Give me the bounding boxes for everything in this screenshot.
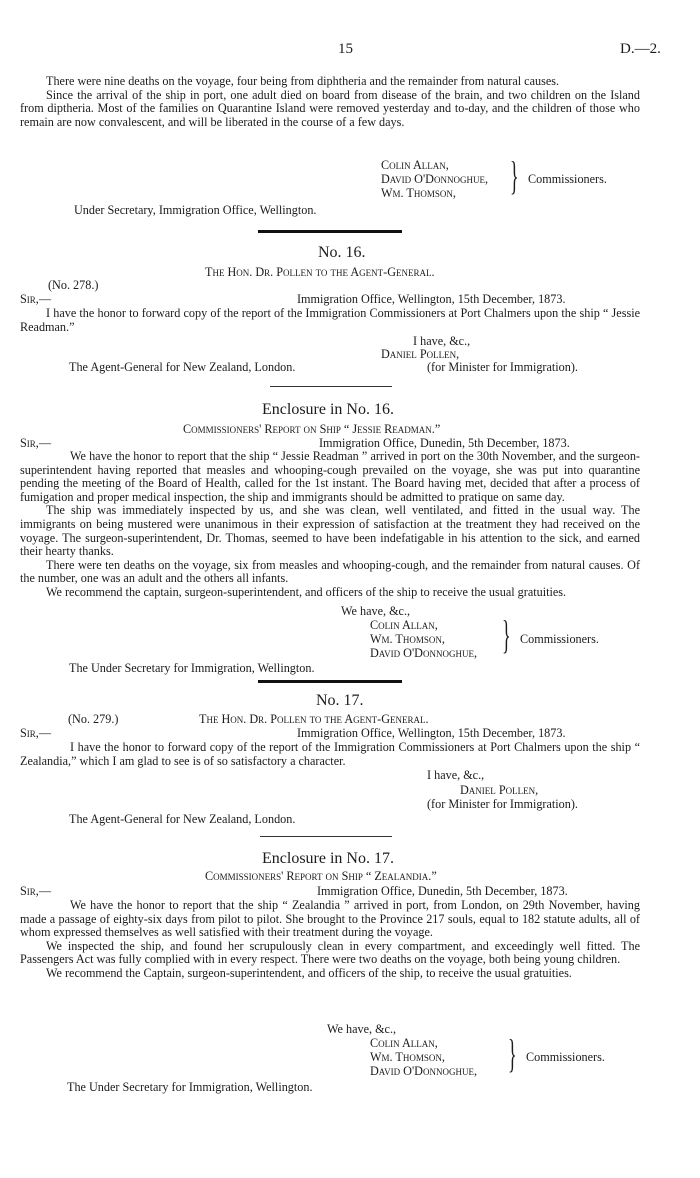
brace-icon: } bbox=[502, 612, 511, 657]
no16-signer-role: (for Minister for Immigration). bbox=[427, 360, 578, 374]
intro-paragraph-2: Since the arrival of the ship in port, one adult died on board from disease of the brain, and two children on the Island from diptheria. Most of the families on Quarantine Island were removed yesterday and to-day, and the children of those who remain are now convalescent, and will be liberated in the course of a few days. bbox=[20, 87, 640, 129]
enc17-dateline: Immigration Office, Dunedin, 5th December, 1873. bbox=[317, 884, 568, 898]
enc16-signer-2: Wm. Thomson, bbox=[370, 632, 445, 646]
section-divider bbox=[258, 230, 402, 233]
enc17-salutation: Sir,— bbox=[20, 884, 52, 898]
enc16-addressee: The Under Secretary for Immigration, Wellington. bbox=[69, 661, 315, 675]
no16-reference: (No. 278.) bbox=[48, 278, 99, 292]
no16-signer: Daniel Pollen, bbox=[381, 347, 460, 361]
intro-addressee: Under Secretary, Immigration Office, Wellington. bbox=[74, 203, 317, 217]
no16-subtitle: The Hon. Dr. Pollen to the Agent-General. bbox=[205, 265, 435, 279]
enc17-paragraph-3: We recommend the Captain, surgeon-superintendent, and officers of the ship, to receive the usual gratuities. bbox=[46, 965, 572, 980]
enc16-salutation: Sir,— bbox=[20, 436, 52, 450]
no17-body: I have the honor to forward copy of the report of the Immigration Commissioners at Port Chalmers upon the ship “ Zealandia,” which I am glad to see is of so satisfactory a character. bbox=[20, 740, 640, 768]
intro-signer-3: Wm. Thomson, bbox=[381, 186, 456, 200]
enc17-paragraph-2: We inspected the ship, and found her scrupulously clean in every compartment, and exceedingly well fitted. The Passengers Act was fully complied with in every respect. There were two deaths on the voyage, both being young children. bbox=[20, 938, 640, 967]
intro-section bbox=[20, 75, 640, 129]
no17-salutation: Sir,— bbox=[20, 726, 52, 740]
no17-subtitle: The Hon. Dr. Pollen to the Agent-General. bbox=[199, 712, 429, 726]
enc16-body bbox=[20, 450, 640, 600]
enc16-subtitle: Commissioners' Report on Ship “ Jessie Readman.” bbox=[183, 422, 441, 436]
no17-dateline: Immigration Office, Wellington, 15th December, 1873. bbox=[297, 726, 566, 740]
enc16-role: Commissioners. bbox=[520, 632, 599, 646]
enc17-role: Commissioners. bbox=[526, 1050, 605, 1064]
no17-title: No. 17. bbox=[316, 692, 364, 709]
intro-signer-2: David O'Donnoghue, bbox=[381, 172, 489, 186]
enc17-subtitle: Commissioners' Report on Ship “ Zealandia.” bbox=[205, 869, 437, 883]
enc17-body bbox=[20, 899, 640, 981]
enc16-signer-3: David O'Donnoghue, bbox=[370, 646, 478, 660]
enc16-title: Enclosure in No. 16. bbox=[262, 401, 394, 418]
enc17-signer-2: Wm. Thomson, bbox=[370, 1050, 445, 1064]
intro-signer-1: Colin Allan, bbox=[381, 158, 449, 172]
enc17-signer-1: Colin Allan, bbox=[370, 1036, 438, 1050]
no16-addressee: The Agent-General for New Zealand, London. bbox=[69, 360, 296, 374]
no17-reference: (No. 279.) bbox=[68, 712, 119, 726]
no16-closing: I have, &c., bbox=[413, 334, 471, 348]
brace-icon: } bbox=[508, 1031, 517, 1076]
no16-body: I have the honor to forward copy of the report of the Immigration Commissioners at Port Chalmers upon the ship “ Jessie Readman.” bbox=[20, 306, 640, 334]
enc17-closing: We have, &c., bbox=[327, 1022, 397, 1036]
enc16-paragraph-1: We have the honor to report that the ship “ Jessie Readman ” arrived in port on the 30th November, and the surgeon-superintendent having reported that measles and whooping-cough prevailed on the voyage, she was put into quarantine pending the meeting of the Board of Health, called for the 1st instant. The Board having met, decided that after a process of fumigation and proper medical inspection, the ship and immigrants should be admitted to pratique on same day. bbox=[20, 449, 640, 504]
no17-signer-role: (for Minister for Immigration). bbox=[427, 797, 578, 811]
section-divider bbox=[270, 386, 392, 387]
section-divider bbox=[258, 680, 402, 683]
enc16-signer-1: Colin Allan, bbox=[370, 618, 438, 632]
no16-title: No. 16. bbox=[318, 244, 366, 261]
intro-role: Commissioners. bbox=[528, 172, 607, 186]
enc16-dateline: Immigration Office, Dunedin, 5th December, 1873. bbox=[319, 436, 570, 450]
enc16-closing: We have, &c., bbox=[341, 604, 411, 618]
intro-paragraph-1: There were nine deaths on the voyage, four being from diphtheria and the remainder from natural causes. bbox=[46, 74, 560, 88]
enc16-paragraph-2: The ship was immediately inspected by us, and she was clean, well ventilated, and fitted in the usual way. The immigrants on being mustered were unanimous in their expression of satisfaction at the treatment they had received on the voyage. The surgeon-superintendent, Dr. Thomas, seemed to have been indefatigable in his attention to the sick, and earned their hearty thanks. bbox=[20, 503, 640, 559]
no17-closing: I have, &c., bbox=[427, 768, 485, 782]
enc16-paragraph-3: There were ten deaths on the voyage, six from measles and whooping-cough, and the remainder from natural causes. Of the number, one was an adult and the others all infants. bbox=[20, 557, 640, 586]
no17-signer: Daniel Pollen, bbox=[460, 783, 539, 797]
no16-salutation: Sir,— bbox=[20, 292, 52, 306]
brace-icon: } bbox=[510, 153, 519, 198]
enc17-paragraph-1: We have the honor to report that the ship “ Zealandia ” arrived in port, from London, on 29th November, having made a passage of eighty-six days from pilot to pilot. She brought to the Province 217 souls, equal to 182 statute adults, all of whom expressed themselves as well satisfied with their treatment during the voyage. bbox=[20, 898, 640, 940]
enc17-title: Enclosure in No. 17. bbox=[262, 850, 394, 867]
no16-dateline: Immigration Office, Wellington, 15th December, 1873. bbox=[297, 292, 566, 306]
document-reference: D.—2. bbox=[620, 41, 661, 57]
enc16-paragraph-4: We recommend the captain, surgeon-superintendent, and officers of the ship to receive the usual gratuities. bbox=[46, 584, 567, 599]
enc17-addressee: The Under Secretary for Immigration, Wellington. bbox=[67, 1080, 313, 1094]
page-number: 15 bbox=[338, 41, 353, 57]
enc17-signer-3: David O'Donnoghue, bbox=[370, 1064, 478, 1078]
no17-addressee: The Agent-General for New Zealand, London. bbox=[69, 812, 296, 826]
section-divider bbox=[260, 836, 392, 837]
